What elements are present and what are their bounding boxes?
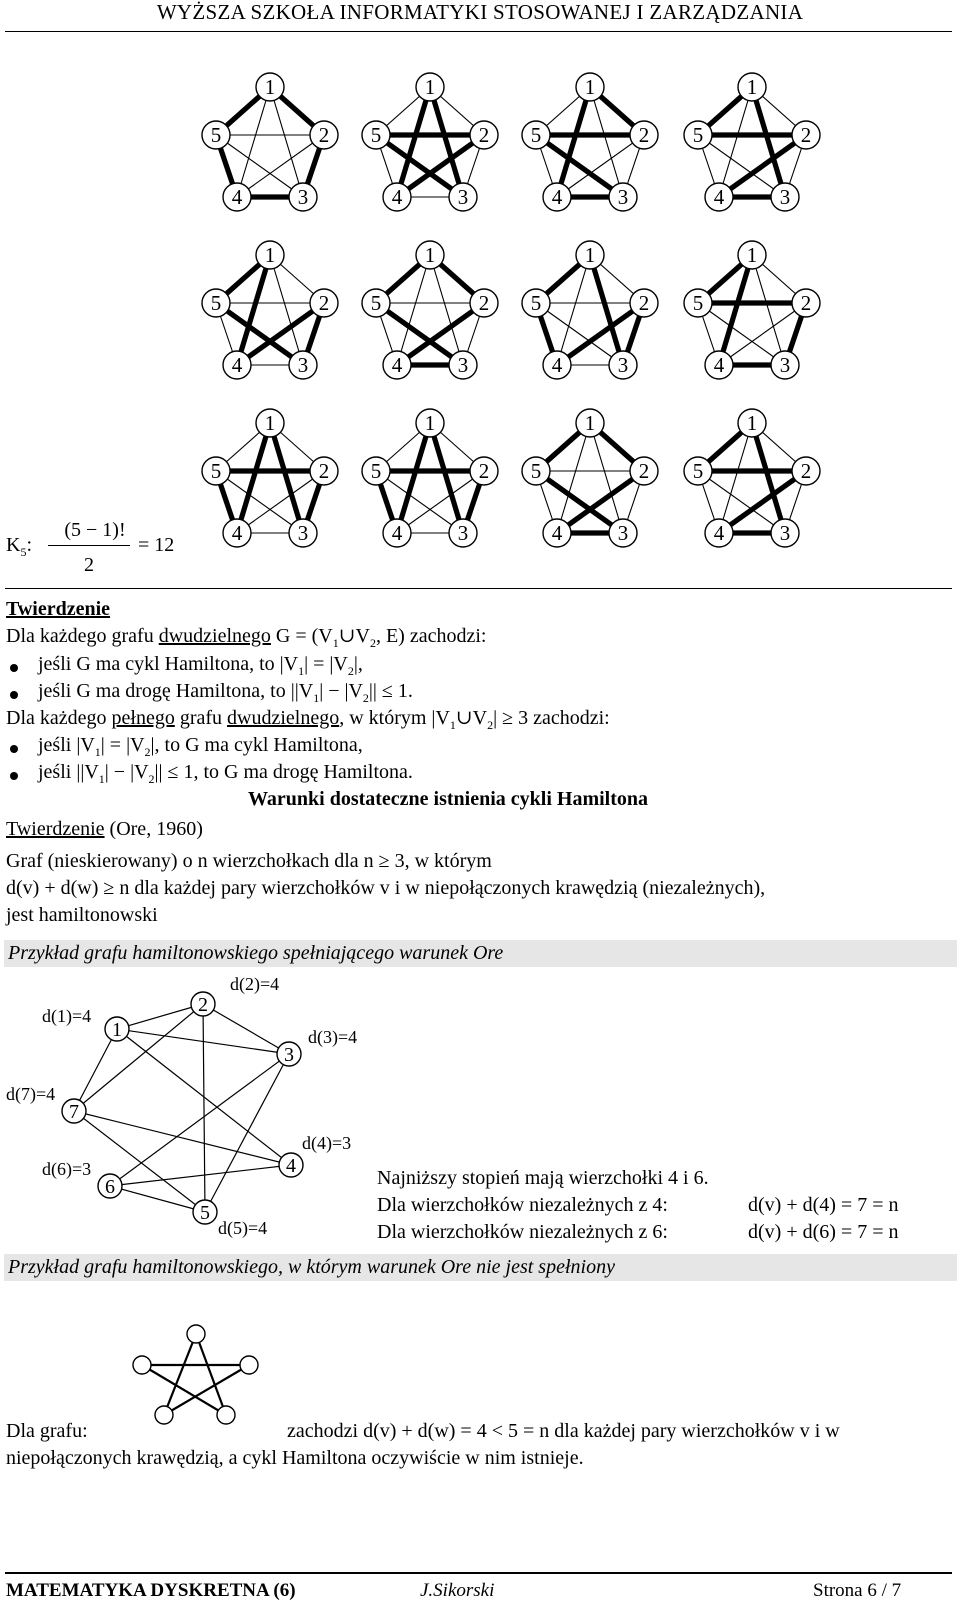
- cycle-edge: [430, 423, 463, 533]
- vertex-label: 2: [318, 459, 330, 483]
- vertex-label: 5: [370, 291, 382, 315]
- vertex-label: 5: [692, 459, 704, 483]
- vertex-label: 3: [297, 353, 309, 377]
- vertex-label: 3: [297, 185, 309, 209]
- bullet-icon: [10, 745, 18, 753]
- vertex-label: 2: [800, 459, 812, 483]
- theorem1-bullet3: jeśli $|V_1| = |V_2|$, to G ma cykl Hamiltona,: [38, 734, 363, 759]
- vertex-label: 5: [370, 459, 382, 483]
- vertex-label: 2: [638, 123, 650, 147]
- pentagram-graph-diagram: [100, 1290, 280, 1460]
- example1-note2-formula: d(v) + d(4) = 7 = n: [748, 1194, 899, 1216]
- header-rule: [5, 31, 952, 32]
- example1-note3-formula: d(v) + d(6) = 7 = n: [748, 1221, 899, 1243]
- k5-denominator: 2: [84, 554, 94, 576]
- k5-label: $K_5$:: [6, 534, 33, 559]
- ore-degree-label: d(4)=3: [302, 1133, 352, 1153]
- vertex-label: 1: [746, 411, 758, 435]
- cycle-edge: [430, 87, 463, 197]
- example1-note3-label: Dla wierzchołków niezależnych z 6:: [377, 1221, 668, 1243]
- vertex-label: 5: [692, 291, 704, 315]
- vertex-label: 3: [457, 185, 469, 209]
- example2-line1-condition: zachodzi d(v) + d(w) = 4 < 5 = n dla każdej pary wierzchołków v i w: [287, 1420, 840, 1442]
- cycle-edge: [557, 87, 590, 197]
- cycle-edge: [752, 87, 785, 197]
- graph-edge: [752, 255, 785, 365]
- vertex-label: 4: [713, 185, 725, 209]
- bullet-icon: [10, 772, 18, 780]
- vertex-label: 4: [391, 521, 403, 545]
- ore-graph-diagram: [0, 968, 380, 1268]
- ore-vertex-label: 2: [198, 994, 208, 1016]
- theorem1-line2: Dla każdego pełnego grafu dwudzielnego, w którym $|V_1\cup V_2| \ge 3$ zachodzi:: [6, 707, 610, 732]
- ore-degree-label: d(6)=3: [42, 1159, 92, 1179]
- vertex-label: 4: [231, 185, 243, 209]
- k5-numerator: (5 − 1)!: [64, 519, 126, 541]
- vertex-label: 3: [779, 521, 791, 545]
- graph-edge: [270, 255, 303, 365]
- vertex-label: 5: [530, 291, 542, 315]
- cycle-edge: [270, 423, 303, 533]
- vertex-label: 1: [584, 411, 596, 435]
- vertex-label: 2: [478, 459, 490, 483]
- vertex-label: 2: [800, 291, 812, 315]
- example2-line2: niepołączonych krawędzią, a cykl Hamiltona oczywiście w nim istnieje.: [6, 1447, 584, 1469]
- vertex-label: 1: [424, 411, 436, 435]
- example2-title: Przykład grafu hamiltonowskiego, w którym warunek Ore nie jest spełniony: [8, 1256, 615, 1278]
- k5-cycle-11: [522, 409, 658, 547]
- vertex-label: 2: [478, 123, 490, 147]
- example1-note1: Najniższy stopień mają wierzchołki 4 i 6.: [377, 1167, 709, 1189]
- vertex-label: 1: [264, 75, 276, 99]
- vertex-label: 3: [457, 521, 469, 545]
- vertex-label: 2: [638, 459, 650, 483]
- page-header: WYŻSZA SZKOŁA INFORMATYKI STOSOWANEJ I ZARZĄDZANIA: [156, 0, 804, 24]
- example1-title: Przykład grafu hamiltonowskiego spełniającego warunek Ore: [8, 942, 504, 964]
- vertex-label: 1: [746, 243, 758, 267]
- theorem1-line1: Dla każdego grafu dwudzielnego $G = (V_1\cup V_2$, E) zachodzi:: [6, 625, 487, 650]
- ore-vertex-label: 7: [69, 1101, 79, 1123]
- footer-author: J.Sikorski: [420, 1580, 495, 1601]
- vertex-label: 4: [391, 353, 403, 377]
- vertex-label: 1: [584, 75, 596, 99]
- footer-course: MATEMATYKA DYSKRETNA (6): [6, 1580, 296, 1601]
- k5-cycle-7: [522, 241, 658, 379]
- k5-cycles-diagram: [0, 60, 960, 580]
- vertex-label: 4: [231, 353, 243, 377]
- vertex-label: 2: [638, 291, 650, 315]
- k5-cycle-9: [202, 409, 338, 547]
- k5-result: = 12: [138, 534, 175, 556]
- vertex-label: 3: [457, 353, 469, 377]
- vertex-label: 2: [800, 123, 812, 147]
- vertex-label: 3: [617, 353, 629, 377]
- vertex-label: 3: [617, 185, 629, 209]
- theorem1-heading: Twierdzenie: [6, 598, 111, 620]
- vertex-label: 5: [370, 123, 382, 147]
- vertex-label: 1: [424, 243, 436, 267]
- k5-cycle-6: [362, 241, 498, 379]
- k5-cycle-12: [684, 409, 820, 547]
- vertex-label: 4: [713, 353, 725, 377]
- theorem1-bullet4: jeśli $||V_1| - |V_2|| \le 1$, to G ma drogę Hamiltona.: [38, 761, 413, 786]
- vertex-label: 5: [530, 459, 542, 483]
- cycle-edge: [397, 87, 430, 197]
- ore-degree-label: d(3)=4: [308, 1027, 358, 1047]
- vertex-label: 5: [210, 291, 222, 315]
- theorem2-line3: jest hamiltonowski: [6, 904, 158, 926]
- vertex-label: 2: [318, 123, 330, 147]
- vertex-label: 5: [530, 123, 542, 147]
- section-title: Warunki dostateczne istnienia cykli Hamiltona: [248, 788, 649, 810]
- ore-vertex-label: 4: [286, 1155, 296, 1177]
- vertex-label: 3: [779, 185, 791, 209]
- cycle-edge: [752, 423, 785, 533]
- vertex-label: 4: [551, 353, 563, 377]
- vertex-label: 4: [551, 521, 563, 545]
- theorem2-line2: d(v) + d(w) ≥ n dla każdej pary wierzchołków v i w niepołączonych krawędzią (niezależnych),: [6, 877, 766, 899]
- cycle-edge: [590, 255, 623, 365]
- theorem1-bullet2: jeśli G ma drogę Hamiltona, to $||V_1| - |V_2|| \le 1$.: [38, 680, 413, 705]
- cycle-edge: [397, 423, 430, 533]
- vertex-label: 4: [551, 185, 563, 209]
- vertex-label: 2: [478, 291, 490, 315]
- cycle-edge: [237, 423, 270, 533]
- vertex-label: 4: [713, 521, 725, 545]
- k5-cycle-2: [362, 73, 498, 211]
- footer-rule: [5, 1572, 952, 1574]
- ore-degree-label: d(5)=4: [218, 1218, 268, 1238]
- vertex-label: 1: [424, 75, 436, 99]
- ore-degree-label: d(7)=4: [6, 1084, 56, 1104]
- vertex-label: 3: [779, 353, 791, 377]
- example2-line1-label: Dla grafu:: [6, 1420, 88, 1442]
- theorem2-line1: Graf (nieskierowany) o n wierzchołkach dla n ≥ 3, w którym: [6, 850, 492, 872]
- k5-cycle-5: [202, 241, 338, 379]
- k5-fraction-bar: [48, 545, 130, 546]
- ore-vertex-label: 1: [112, 1019, 122, 1041]
- ore-vertex-label: 5: [200, 1202, 210, 1224]
- ore-vertex-label: 3: [284, 1044, 294, 1066]
- ore-vertex-label: 6: [105, 1176, 115, 1198]
- vertex-label: 1: [746, 75, 758, 99]
- ore-degree-label: d(1)=4: [42, 1006, 92, 1026]
- k5-cycle-1: [202, 73, 338, 211]
- k5-cycle-10: [362, 409, 498, 547]
- vertex-label: 5: [210, 459, 222, 483]
- vertex-label: 5: [210, 123, 222, 147]
- vertex-label: 4: [391, 185, 403, 209]
- vertex-label: 3: [297, 521, 309, 545]
- k5-cycle-8: [684, 241, 820, 379]
- vertex-label: 3: [617, 521, 629, 545]
- example1-note2-label: Dla wierzchołków niezależnych z 4:: [377, 1194, 668, 1216]
- ore-degree-label: d(2)=4: [230, 974, 280, 994]
- vertex-label: 5: [692, 123, 704, 147]
- vertex-label: 1: [264, 243, 276, 267]
- k5-rule: [5, 588, 952, 589]
- bullet-icon: [10, 664, 18, 672]
- footer-page-number: Strona 6 / 7: [813, 1580, 902, 1601]
- k5-cycle-4: [684, 73, 820, 211]
- k5-cycle-3: [522, 73, 658, 211]
- vertex-label: 1: [584, 243, 596, 267]
- vertex-label: 2: [318, 291, 330, 315]
- theorem1-bullet1: jeśli G ma cykl Hamiltona, to $|V_1| = |V_2|$,: [38, 653, 363, 678]
- theorem2-heading: Twierdzenie (Ore, 1960): [6, 818, 203, 840]
- vertex-label: 4: [231, 521, 243, 545]
- vertex-label: 1: [264, 411, 276, 435]
- bullet-icon: [10, 691, 18, 699]
